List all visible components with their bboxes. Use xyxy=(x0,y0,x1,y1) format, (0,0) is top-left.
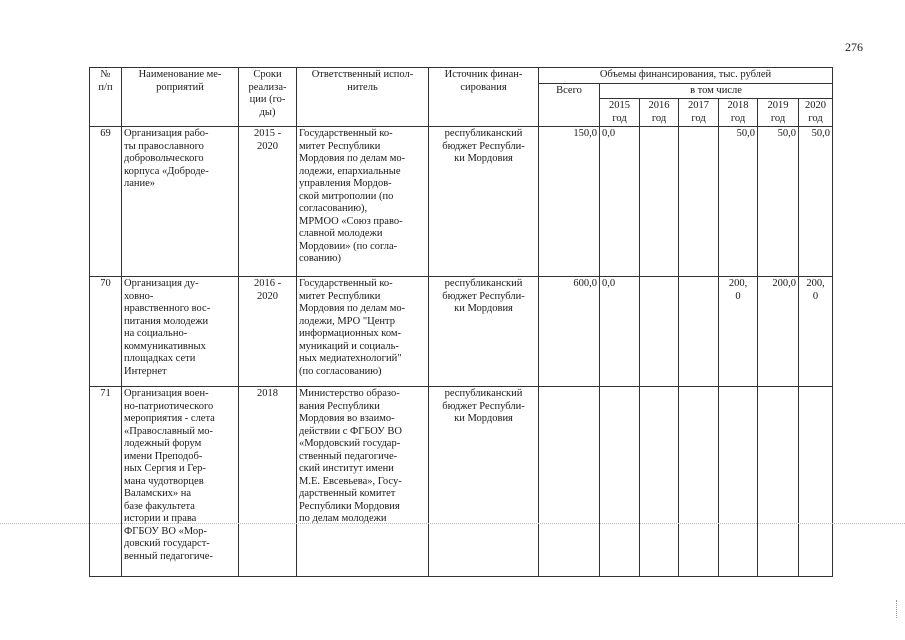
row-2020: 200, 0 xyxy=(799,277,833,387)
page-number: 276 xyxy=(845,40,863,54)
row-2016 xyxy=(640,387,679,577)
header-year-2019: 2019 год xyxy=(758,99,799,127)
row-2015 xyxy=(600,387,640,577)
row-terms: 2016 - 2020 xyxy=(239,277,297,387)
header-year-2020: 2020 год xyxy=(799,99,833,127)
header-year-2018: 2018 год xyxy=(719,99,758,127)
row-source: республиканский бюджет Республи- ки Мордовия xyxy=(429,277,539,387)
table-row xyxy=(90,387,833,577)
row-source: республиканский бюджет Республи- ки Мордовия xyxy=(429,387,539,577)
header-year-2015: 2015 год xyxy=(600,99,640,127)
header-year-2016: 2016 год xyxy=(640,99,679,127)
row-2018 xyxy=(719,387,758,577)
row-2018: 200, 0 xyxy=(719,277,758,387)
row-2020 xyxy=(799,387,833,577)
header-funding: Объемы финансирования, тыс. рублей xyxy=(539,68,833,84)
row-2017 xyxy=(679,127,719,277)
row-2015: 0,0 xyxy=(600,277,640,387)
funding-table xyxy=(89,67,833,577)
row-2018: 50,0 xyxy=(719,127,758,277)
row-terms: 2015 - 2020 xyxy=(239,127,297,277)
scan-artifact-line xyxy=(0,523,905,525)
row-2015: 0,0 xyxy=(600,127,640,277)
row-executor: Государственный ко- митет Республики Мордовия по делам мо- лодежи, епархиальные управления Мордов- ской митрополии (по согласованию), МРМОО «Союз право- славной молодежи Мордовии» (по согла- сованию) xyxy=(297,127,429,277)
row-num: 70 xyxy=(90,277,122,387)
header-terms: Сроки реализа- ции (го- ды) xyxy=(239,68,297,127)
row-total xyxy=(539,387,600,577)
row-total: 150,0 xyxy=(539,127,600,277)
row-executor: Государственный ко- митет Республики Мордовия по делам мо- лодежи, МРО "Центр информационных ком- муникаций и социаль- ных медиатехнологий" (по согласованию) xyxy=(297,277,429,387)
row-name: Организация ду- ховно- нравственного вос- питания молодежи на социально- коммуникативных площадках сети Интернет xyxy=(122,277,239,387)
header-total: Всего xyxy=(539,83,600,127)
scan-edge-mark xyxy=(896,600,900,618)
table-row xyxy=(90,277,833,387)
row-2017 xyxy=(679,277,719,387)
row-2019: 50,0 xyxy=(758,127,799,277)
row-executor: Министерство образо- вания Республики Мордовия во взаимо- действии с ФГБОУ ВО «Мордовский государ- ственный педагогиче- ский институт имени М.Е. Евсевьева», Госу- дарственный комитет Республики Мордовия по делам молодежи xyxy=(297,387,429,577)
row-terms: 2018 xyxy=(239,387,297,577)
header-num: № п/п xyxy=(90,68,122,127)
row-num: 69 xyxy=(90,127,122,277)
row-2019 xyxy=(758,387,799,577)
row-total: 600,0 xyxy=(539,277,600,387)
row-num: 71 xyxy=(90,387,122,577)
header-executor: Ответственный испол- нитель xyxy=(297,68,429,127)
row-source: республиканский бюджет Республи- ки Мордовия xyxy=(429,127,539,277)
header-year-2017: 2017 год xyxy=(679,99,719,127)
header-including: в том числе xyxy=(600,83,833,99)
row-name: Организация воен- но-патриотического мероприятия - слета «Православный мо- лодежный форум имени Преподоб- ных Сергия и Гер- мана чудотворцев Валамских» на базе факультета истории и права ФГБОУ ВО «Мор- довский государст- венный педагогиче- xyxy=(122,387,239,577)
header-name: Наименование ме- роприятий xyxy=(122,68,239,127)
table-row xyxy=(90,127,833,277)
row-2020: 50,0 xyxy=(799,127,833,277)
row-name: Организация рабо- ты православного добровольческого корпуса «Доброде- лание» xyxy=(122,127,239,277)
header-source: Источник финан- сирования xyxy=(429,68,539,127)
row-2017 xyxy=(679,387,719,577)
row-2019: 200,0 xyxy=(758,277,799,387)
row-2016 xyxy=(640,127,679,277)
row-2016 xyxy=(640,277,679,387)
